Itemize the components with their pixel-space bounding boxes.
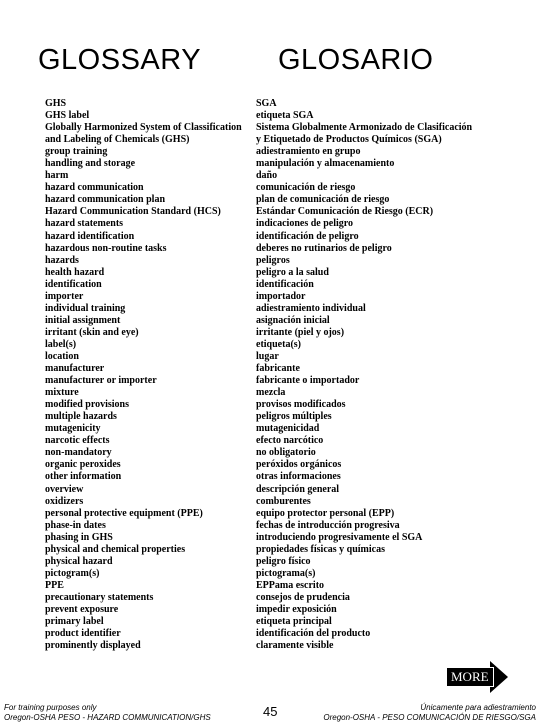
english-terms-column	[45, 98, 245, 652]
english-term: irritant (skin and eye)	[45, 326, 139, 338]
more-button[interactable]	[446, 661, 508, 693]
english-term: handling and storage	[45, 158, 136, 170]
footer-training-note: For training purposes only	[4, 703, 97, 712]
english-term: harm	[45, 170, 69, 182]
english-term: modified provisions	[45, 399, 129, 411]
spanish-term: peligros	[256, 254, 290, 266]
english-term: phasing in GHS	[45, 531, 113, 543]
english-term: hazard communication	[45, 182, 144, 194]
spanish-term: comburentes	[256, 495, 311, 507]
spanish-term: identificación	[256, 278, 314, 290]
spanish-term: claramente visible	[256, 640, 334, 652]
english-term: prominently displayed	[45, 640, 141, 652]
english-term: GHS	[45, 98, 67, 109]
english-term: hazard identification	[45, 230, 135, 242]
spanish-terms-column	[256, 98, 526, 652]
spanish-term: importador	[256, 290, 306, 302]
spanish-term: asignación inicial	[256, 314, 330, 326]
english-term: identification	[45, 278, 102, 290]
english-term: hazard communication plan	[45, 194, 166, 206]
spanish-term: no obligatorio	[256, 447, 316, 459]
english-term: mutagenicity	[45, 423, 101, 435]
spanish-term: fabricante o importador	[256, 375, 360, 387]
spanish-term: peligros múltiples	[256, 411, 332, 423]
english-term: Globally Harmonized System of Classification	[45, 122, 242, 134]
english-term: location	[45, 350, 79, 362]
spanish-term: adiestramiento individual	[256, 302, 366, 314]
spanish-term: irritante (piel y ojos)	[256, 326, 345, 338]
footer-training-note-es: Únicamente para adiestramiento	[420, 703, 536, 712]
spanish-term: etiqueta(s)	[256, 338, 301, 350]
english-term: prevent exposure	[45, 603, 119, 615]
spanish-term: mezcla	[256, 387, 286, 399]
english-term: non-mandatory	[45, 447, 112, 459]
spanish-term: peligro a la salud	[256, 266, 329, 278]
english-term: manufacturer or importer	[45, 375, 157, 387]
english-term: group training	[45, 146, 108, 158]
english-term: and Labeling of Chemicals (GHS)	[45, 134, 190, 146]
spanish-term: identificación de peligro	[256, 230, 359, 242]
english-term: hazard statements	[45, 218, 124, 230]
english-term: pictogram(s)	[45, 567, 100, 579]
spanish-term: consejos de prudencia	[256, 591, 350, 603]
spanish-term: daño	[256, 170, 278, 182]
spanish-term: Estándar Comunicación de Riesgo (ECR)	[256, 206, 434, 218]
spanish-term: EPPama escrito	[256, 579, 325, 591]
spanish-term: lugar	[256, 350, 279, 362]
english-term: physical and chemical properties	[45, 543, 186, 555]
english-term: importer	[45, 290, 84, 302]
english-term: narcotic effects	[45, 435, 110, 447]
spanish-term: fechas de introducción progresiva	[256, 519, 400, 531]
spanish-term: SGA	[256, 98, 277, 109]
english-term: other information	[45, 471, 122, 483]
spanish-term: descripción general	[256, 483, 340, 495]
english-term: PPE	[45, 579, 64, 591]
english-term: physical hazard	[45, 555, 113, 567]
spanish-term: identificación del producto	[256, 628, 371, 640]
footer-course-name: Oregon-OSHA PESO - HAZARD COMMUNICATION/GHS	[4, 713, 211, 722]
english-term: mixture	[45, 387, 79, 399]
spanish-term: peróxidos orgánicos	[256, 459, 342, 471]
spanish-term: y Etiquetado de Productos Químicos (SGA)	[256, 134, 442, 146]
english-term: oxidizers	[45, 495, 84, 507]
english-term: GHS label	[45, 110, 90, 122]
spanish-term: mutagenicidad	[256, 423, 320, 435]
glosario-title: GLOSARIO	[278, 44, 434, 76]
spanish-term: otras informaciones	[256, 471, 341, 483]
footer-course-name-es: Oregon-OSHA - PESO COMUNICACIÓN DE RIESGO/SGA	[323, 713, 536, 722]
english-term: primary label	[45, 616, 104, 628]
spanish-term: introduciendo progresivamente el SGA	[256, 531, 423, 543]
spanish-term: provisos modificados	[256, 399, 346, 411]
english-term: multiple hazards	[45, 411, 117, 423]
more-button-label: MORE	[446, 667, 494, 687]
english-term: phase-in dates	[45, 519, 106, 531]
english-term: initial assignment	[45, 314, 121, 326]
spanish-term: fabricante	[256, 363, 300, 375]
english-term: Hazard Communication Standard (HCS)	[45, 206, 221, 218]
spanish-term: pictograma(s)	[256, 567, 316, 579]
spanish-term: efecto narcótico	[256, 435, 324, 447]
spanish-term: manipulación y almacenamiento	[256, 158, 395, 170]
spanish-term: deberes no rutinarios de peligro	[256, 242, 392, 254]
english-term: label(s)	[45, 338, 77, 350]
english-term: manufacturer	[45, 363, 105, 375]
spanish-term: equipo protector personal (EPP)	[256, 507, 395, 519]
spanish-term: plan de comunicación de riesgo	[256, 194, 390, 206]
english-term: personal protective equipment (PPE)	[45, 507, 203, 519]
english-term: individual training	[45, 302, 126, 314]
spanish-term: Sistema Globalmente Armonizado de Clasificación	[256, 122, 473, 134]
spanish-term: indicaciones de peligro	[256, 218, 354, 230]
english-term: organic peroxides	[45, 459, 121, 471]
spanish-term: comunicación de riesgo	[256, 182, 356, 194]
english-term: hazardous non-routine tasks	[45, 242, 167, 254]
spanish-term: etiqueta principal	[256, 616, 332, 628]
footer-left	[4, 703, 211, 723]
english-term: overview	[45, 483, 84, 495]
spanish-term: adiestramiento en grupo	[256, 146, 361, 158]
english-term: precautionary statements	[45, 591, 154, 603]
english-term: hazards	[45, 254, 79, 266]
english-term: product identifier	[45, 628, 121, 640]
footer-right	[323, 703, 536, 723]
spanish-term: impedir exposición	[256, 603, 337, 615]
glossary-title: GLOSSARY	[38, 44, 202, 76]
english-term: health hazard	[45, 266, 105, 278]
page-number: 45	[263, 704, 278, 719]
spanish-term: peligro físico	[256, 555, 311, 567]
spanish-term: propiedades físicas y químicas	[256, 543, 385, 555]
spanish-term: etiqueta SGA	[256, 110, 314, 122]
